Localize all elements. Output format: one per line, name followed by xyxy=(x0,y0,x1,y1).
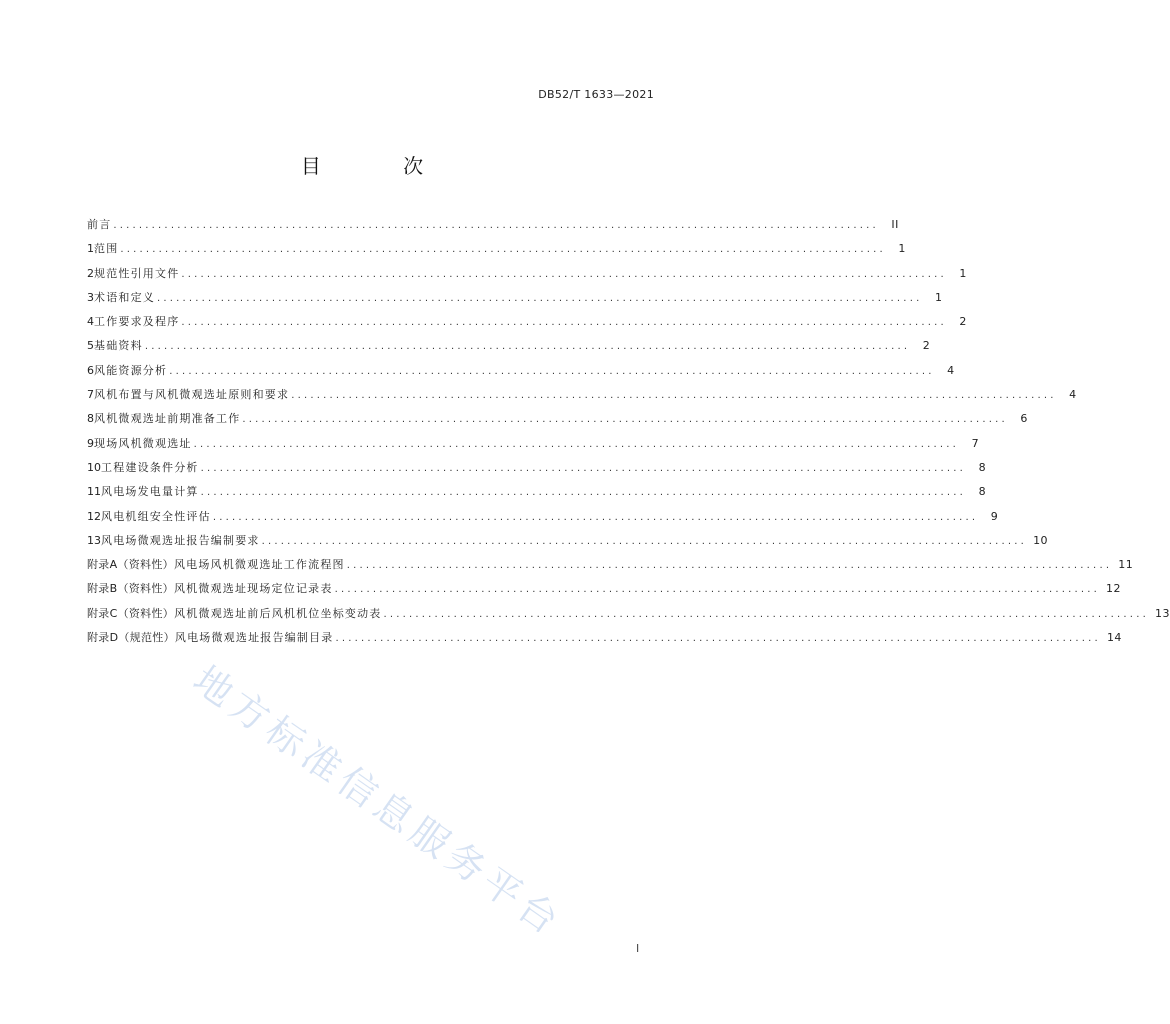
toc-entry-page: 7 xyxy=(971,436,980,450)
toc-appendix-number: 附录B（资料性） xyxy=(87,582,174,596)
toc-entry-6[interactable] xyxy=(87,362,955,386)
toc-entry-page: 4 xyxy=(947,363,955,377)
toc-entry-label: 基础资料 xyxy=(94,339,143,353)
toc-entry-page: 1 xyxy=(898,242,906,256)
dot-leader: ........................................................................................................................ xyxy=(181,268,947,280)
toc-entry-number: 4 xyxy=(87,315,94,329)
toc-entry-8[interactable] xyxy=(87,410,1028,434)
toc-entry-page: 2 xyxy=(922,339,931,353)
page-number: I xyxy=(636,942,640,955)
toc-entry-11[interactable] xyxy=(87,483,987,507)
toc-entry-label: 风电场风机微观选址工作流程图 xyxy=(173,558,345,572)
toc-entry-label: 现场风机微观选址 xyxy=(94,436,192,450)
toc-entry-1[interactable] xyxy=(87,240,906,264)
toc-entry-number: 12 xyxy=(87,509,101,523)
dot-leader: ........................................................................................................................ xyxy=(157,292,923,304)
dot-leader: ........................................................................................................................ xyxy=(346,560,1113,572)
toc-entry-number: 7 xyxy=(87,388,94,402)
toc-entry-page: 2 xyxy=(959,315,967,329)
toc-entry-label: 风能资源分析 xyxy=(94,363,168,377)
toc-entry-number: 8 xyxy=(87,412,94,426)
toc-entry-page: 1 xyxy=(934,290,943,304)
toc-entry-7[interactable] xyxy=(87,386,1077,410)
dot-leader: ........................................................................................................................ xyxy=(261,535,1028,547)
standard-code: DB52/T 1633—2021 xyxy=(538,88,654,101)
dot-leader: ........................................................................................................................ xyxy=(383,608,1149,620)
toc-entry-number: 3 xyxy=(87,290,94,304)
toc-entry-13[interactable] xyxy=(87,532,1049,556)
dot-leader: ........................................................................................................................ xyxy=(242,414,1008,426)
toc-entry-2[interactable] xyxy=(87,265,967,289)
toc-entry-9[interactable] xyxy=(87,435,980,459)
dot-leader: ........................................................................................................................ xyxy=(120,244,886,256)
toc-entry-page: 4 xyxy=(1069,388,1077,402)
toc-entry-label: 范围 xyxy=(94,242,119,256)
toc-entry-page: 10 xyxy=(1033,533,1049,547)
toc-entry-label: 风电场发电量计算 xyxy=(101,485,199,499)
dot-leader: ........................................................................................................................ xyxy=(113,220,879,231)
toc-entry-page: 8 xyxy=(978,460,987,474)
toc-entry-number: 5 xyxy=(87,339,94,353)
toc-entry-label: 术语和定义 xyxy=(94,290,155,304)
toc-entry-foreword[interactable] xyxy=(87,216,899,240)
watermark: 地方标准信息服务平台 xyxy=(185,657,572,946)
toc-entry-10[interactable] xyxy=(87,459,987,483)
toc-entry-page: 6 xyxy=(1020,412,1028,426)
toc-entry-page: 12 xyxy=(1106,582,1122,596)
toc-entry-page: 13 xyxy=(1154,606,1170,620)
dot-leader: ........................................................................................................................ xyxy=(169,365,935,377)
toc-entry-12[interactable] xyxy=(87,508,999,532)
toc-entry-label: 风机布置与风机微观选址原则和要求 xyxy=(94,388,290,402)
toc-entry-number: 9 xyxy=(87,436,94,450)
dot-leader: ........................................................................................................................ xyxy=(335,633,1101,645)
toc-entry-page: II xyxy=(891,218,899,231)
toc-entry-3[interactable] xyxy=(87,289,943,313)
dot-leader: ........................................................................................................................ xyxy=(291,390,1057,402)
dot-leader: ........................................................................................................................ xyxy=(334,584,1101,596)
dot-leader: ........................................................................................................................ xyxy=(212,511,979,523)
dot-leader: ........................................................................................................................ xyxy=(193,438,960,450)
toc-entry-page: 1 xyxy=(959,266,967,280)
toc-entry-5[interactable] xyxy=(87,337,931,361)
toc-entry-number: 11 xyxy=(87,485,101,499)
toc-entry-label: 工作要求及程序 xyxy=(94,315,180,329)
page-title: 目 次 xyxy=(300,154,462,178)
toc-entry-label: 风机微观选址前期准备工作 xyxy=(94,412,241,426)
toc-entry-number: 2 xyxy=(87,266,94,280)
toc-entry-label: 风电机组安全性评估 xyxy=(101,509,211,523)
toc-entry-label: 风电场微观选址报告编制目录 xyxy=(174,631,334,645)
toc-entry-number: 6 xyxy=(87,363,94,377)
dot-leader: ........................................................................................................................ xyxy=(200,487,967,499)
toc-entry-number: 1 xyxy=(87,242,94,256)
toc-entry-appendix-d[interactable] xyxy=(87,629,1122,653)
toc-entry-label: 前言 xyxy=(87,218,112,231)
toc-entry-page: 14 xyxy=(1106,631,1122,645)
dot-leader: ........................................................................................................................ xyxy=(181,317,947,329)
toc-entry-page: 9 xyxy=(990,509,999,523)
toc-entry-label: 风机微观选址前后风机机位坐标变动表 xyxy=(174,606,382,620)
toc-entry-page: 11 xyxy=(1118,558,1134,572)
dot-leader: ........................................................................................................................ xyxy=(144,341,911,353)
table-of-contents xyxy=(87,216,1170,653)
toc-entry-label: 工程建设条件分析 xyxy=(101,460,199,474)
toc-entry-label: 风电场微观选址报告编制要求 xyxy=(101,533,260,547)
toc-entry-label: 风机微观选址现场定位记录表 xyxy=(173,582,333,596)
toc-entry-page: 8 xyxy=(978,485,987,499)
toc-appendix-number: 附录D（规范性） xyxy=(87,631,175,645)
toc-entry-appendix-b[interactable] xyxy=(87,580,1122,604)
toc-entry-label: 规范性引用文件 xyxy=(94,266,180,280)
toc-entry-4[interactable] xyxy=(87,313,967,337)
toc-appendix-number: 附录C（资料性） xyxy=(87,606,175,620)
toc-entry-number: 13 xyxy=(87,533,101,547)
toc-entry-appendix-a[interactable] xyxy=(87,556,1134,580)
toc-entry-appendix-c[interactable] xyxy=(87,605,1170,629)
toc-entry-number: 10 xyxy=(87,460,101,474)
toc-appendix-number: 附录A（资料性） xyxy=(87,558,174,572)
dot-leader: ........................................................................................................................ xyxy=(200,462,967,474)
